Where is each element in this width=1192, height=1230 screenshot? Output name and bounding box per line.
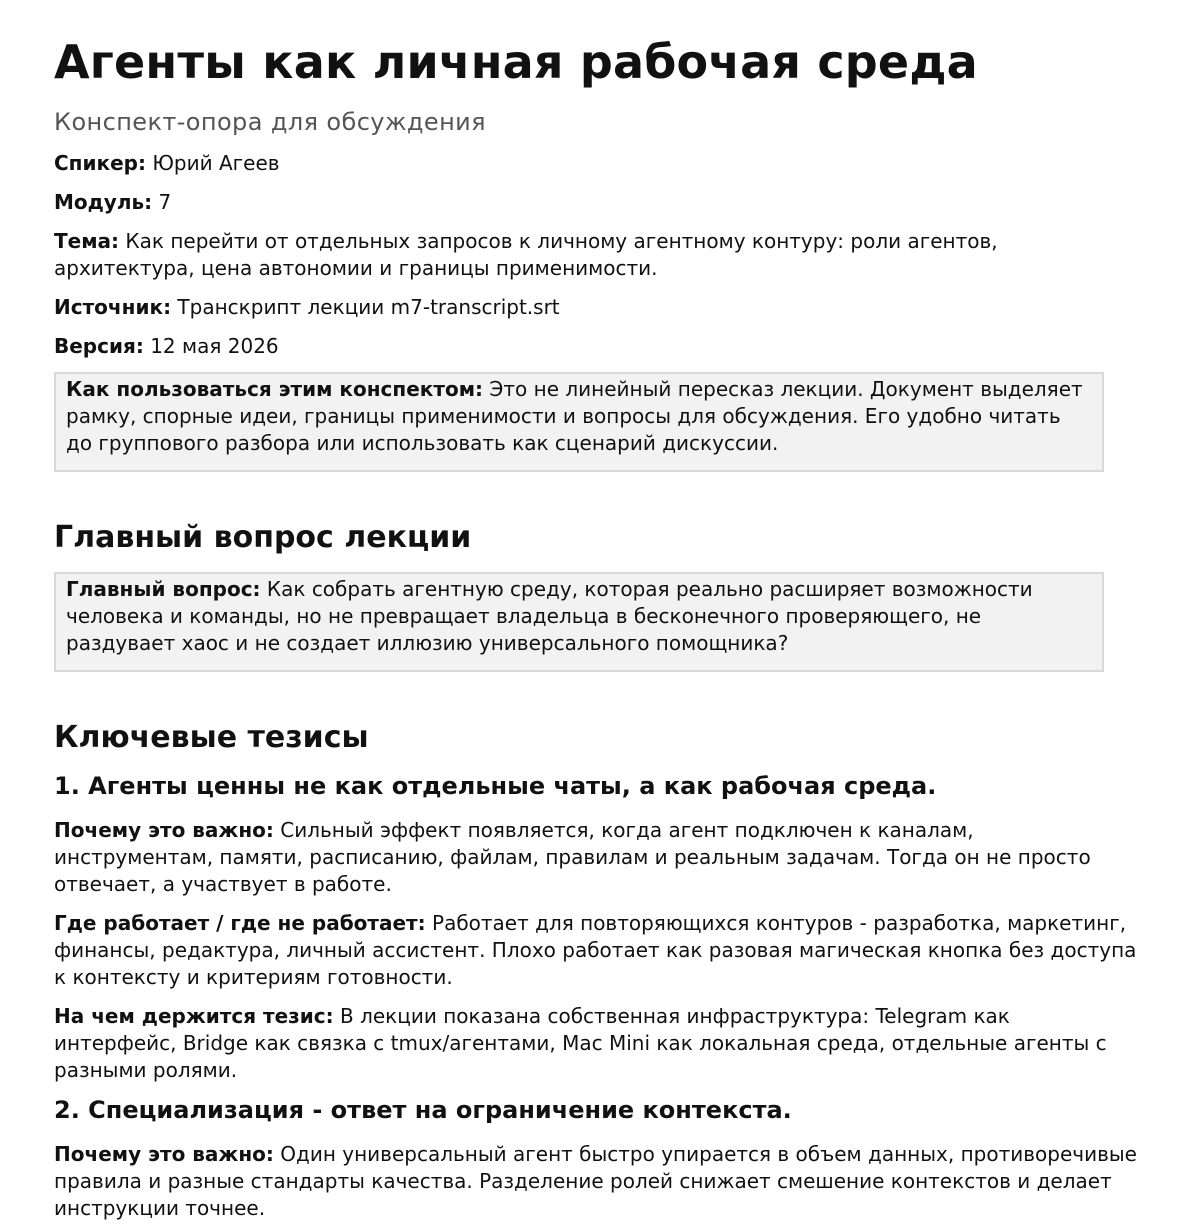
usage-note-label: Как пользоваться этим конспектом: (66, 377, 484, 402)
meta-label: Тема: (54, 229, 120, 254)
point-label: На чем держится тезис: (54, 1003, 334, 1028)
point-label: Где работает / где не работает: (54, 910, 426, 935)
thesis-1-title: 1. Агенты ценны не как отдельные чаты, а как рабочая среда. (54, 772, 937, 801)
thesis-2-title: 2. Специализация - ответ на ограничение контекста. (54, 1095, 792, 1124)
main-question-callout (54, 572, 1104, 672)
main-question-text: Как собрать агентную среду, которая реально расширяет возможности человека и команды, но не превращает владельца в бесконечного проверяющего, не раздувает хаос и не создает иллюзию универсального помощника? (66, 577, 1033, 656)
point-label: Почему это важно: (54, 1141, 274, 1166)
meta-value: 12 мая 2026 (150, 334, 279, 359)
main-question-heading: Главный вопрос лекции (54, 520, 472, 556)
meta-version (54, 333, 1138, 360)
meta-label: Модуль: (54, 190, 153, 215)
point-text: В лекции показана собственная инфраструктура: Telegram как интерфейс, Bridge как связка с tmux/агентами, Mac Mini как локальная среда, отдельные агенты с разными ролями. (54, 1003, 1107, 1082)
document-title: Агенты как личная рабочая среда (54, 35, 978, 89)
document-subtitle: Конспект-опора для обсуждения (54, 107, 487, 136)
point-text: Работает для повторяющихся контуров - разработка, маркетинг, финансы, редактура, личный ассистент. Плохо работает как разовая магическая кнопка без доступа к контексту и критериям готовности. (54, 910, 1137, 989)
meta-label: Версия: (54, 334, 144, 359)
meta-source (54, 294, 1138, 321)
point-text: Один универсальный агент быстро упирается в объем данных, противоречивые правила и разные стандарты качества. Разделение ролей снижает смешение контекстов и делает инструкции точнее. (54, 1141, 1137, 1220)
meta-label: Источник: (54, 295, 172, 320)
main-question-label: Главный вопрос: (66, 577, 261, 602)
thesis-2-point-1 (54, 1141, 1138, 1222)
thesis-1-point-2 (54, 910, 1138, 991)
theses-heading: Ключевые тезисы (54, 720, 369, 756)
meta-topic (54, 228, 1138, 282)
meta-module (54, 189, 1138, 216)
thesis-1-point-1 (54, 817, 1138, 898)
meta-value: Как перейти от отдельных запросов к личному агентному контуру: роли агентов, архитектура, цена автономии и границы применимости. (54, 229, 998, 281)
usage-note-text: Это не линейный пересказ лекции. Документ выделяет рамку, спорные идеи, границы применимости и вопросы для обсуждения. Его удобно читать до группового разбора или использовать как сценарий дискуссии. (66, 377, 1083, 456)
meta-value: 7 (158, 190, 172, 215)
meta-label: Спикер: (54, 151, 146, 176)
point-label: Почему это важно: (54, 817, 274, 842)
meta-speaker (54, 150, 1138, 177)
meta-value: Юрий Агеев (152, 151, 280, 176)
point-text: Сильный эффект появляется, когда агент подключен к каналам, инструментам, памяти, расписанию, файлам, правилам и реальным задачам. Тогда он не просто отвечает, а участвует в работе. (54, 817, 1091, 896)
usage-note-callout (54, 372, 1104, 472)
meta-value: Транскрипт лекции m7-transcript.srt (177, 295, 560, 320)
thesis-1-point-3 (54, 1003, 1138, 1084)
